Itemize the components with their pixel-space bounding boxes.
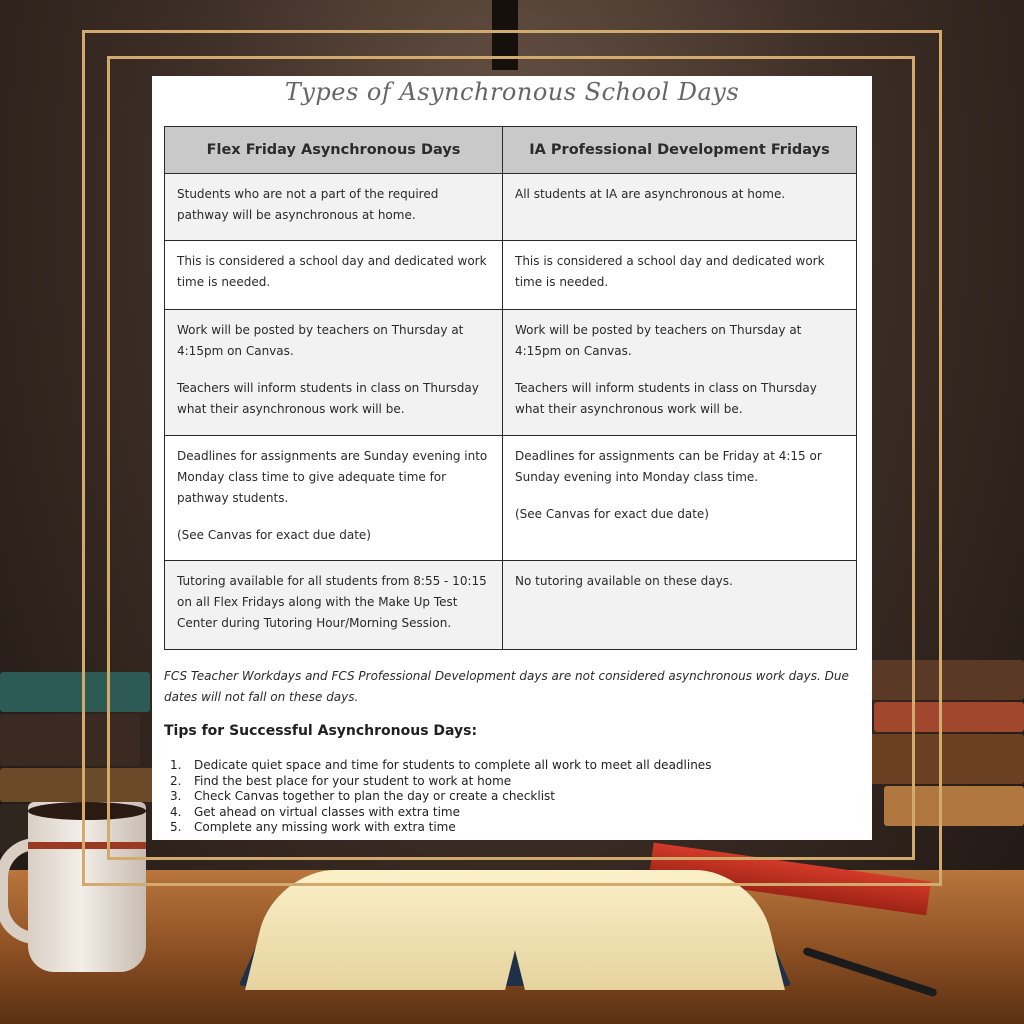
column-header-flex-friday: Flex Friday Asynchronous Days xyxy=(165,127,503,174)
list-item: 4. Get ahead on virtual classes with extra time xyxy=(170,804,460,819)
table-header-row xyxy=(165,127,857,174)
table-cell: Students who are not a part of the required pathway will be asynchronous at home. xyxy=(165,174,503,241)
list-item: 1. Dedicate quiet space and time for students to complete all work to meet all deadlines xyxy=(170,758,712,772)
tips-heading: Tips for Successful Asynchronous Days: xyxy=(164,723,478,739)
list-item: 3. Check Canvas together to plan the day or create a checklist xyxy=(170,789,555,803)
table-cell: Work will be posted by teachers on Thursday at 4:15pm on Canvas. Teachers will inform students in class on Thursday what their asynchronous work will be. xyxy=(165,310,503,436)
table-row xyxy=(165,436,857,561)
table-row xyxy=(165,310,857,436)
document-panel xyxy=(152,76,872,840)
table-cell: Deadlines for assignments are Sunday evening into Monday class time to give adequate time for pathway students. (See Canvas for exact due date) xyxy=(165,436,503,561)
column-header-ia-pd-fridays: IA Professional Development Fridays xyxy=(503,127,857,174)
list-item: 5. Complete any missing work with extra time xyxy=(170,820,456,834)
open-book xyxy=(250,870,780,1000)
list-item: 2. Find the best place for your student to work at home xyxy=(170,773,512,788)
table-cell: No tutoring available on these days. xyxy=(503,561,857,650)
table-row xyxy=(165,174,857,241)
comparison-table xyxy=(164,126,857,650)
table-row xyxy=(165,561,857,650)
table-cell: This is considered a school day and dedicated work time is needed. xyxy=(165,241,503,310)
page-title: Types of Asynchronous School Days xyxy=(284,78,740,106)
table-cell: Tutoring available for all students from 8:55 - 10:15 on all Flex Fridays along with the Make Up Test Center during Tutoring Hour/Morning Session. xyxy=(165,561,503,650)
workday-note: FCS Teacher Workdays and FCS Professional Development days are not considered asynchronous work days. Due dates will not fall on these days. xyxy=(164,669,849,704)
table-cell: Work will be posted by teachers on Thursday at 4:15pm on Canvas. Teachers will inform students in class on Thursday what their asynchronous work will be. xyxy=(503,310,857,436)
table-row xyxy=(165,241,857,310)
table-cell: All students at IA are asynchronous at home. xyxy=(503,174,857,241)
table-cell: Deadlines for assignments can be Friday at 4:15 or Sunday evening into Monday class time. (See Canvas for exact due date) xyxy=(503,436,857,561)
tips-list xyxy=(164,758,711,836)
table-cell: This is considered a school day and dedicated work time is needed. xyxy=(503,241,857,310)
